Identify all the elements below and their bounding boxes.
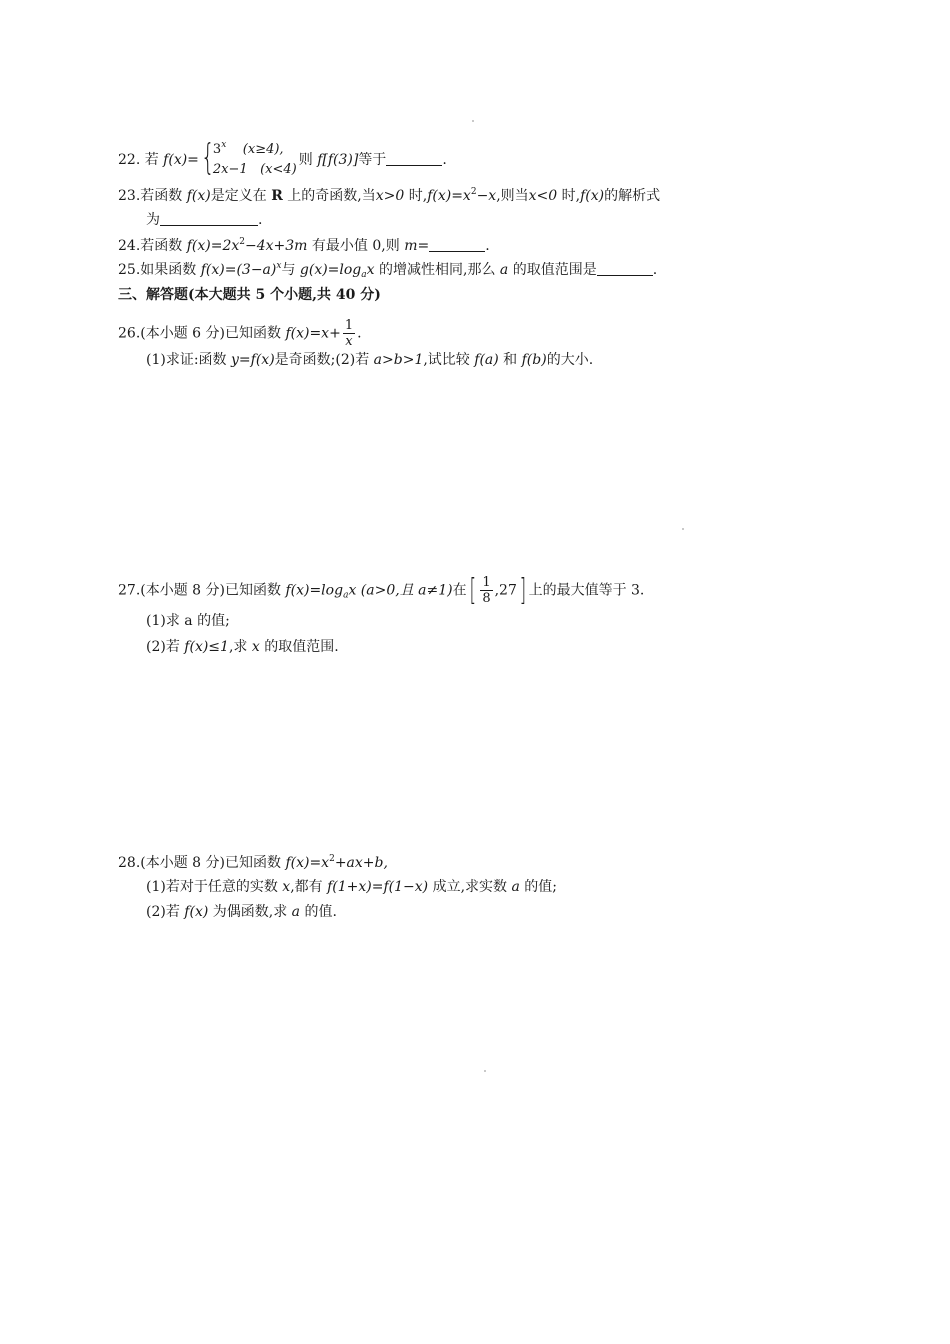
subscript: a	[361, 270, 367, 280]
expression: f(b)	[521, 352, 547, 368]
exponent: x	[221, 140, 227, 150]
condition: (a>0,且 a≠1)	[360, 582, 453, 599]
scan-speck	[472, 120, 474, 122]
expression: y=f(x)	[231, 352, 275, 368]
expression: f(x)≤1	[184, 639, 229, 655]
expression: f(x)	[184, 904, 209, 920]
text: 上的最大值等于 3.	[528, 582, 645, 599]
text: ,则当	[496, 188, 529, 204]
text: 有最小值	[311, 238, 368, 254]
question-22	[118, 137, 447, 180]
question-number: 26.	[118, 325, 141, 342]
expression: x	[366, 262, 375, 278]
real-set-symbol: R	[271, 188, 283, 204]
text: 的大小.	[546, 352, 594, 368]
text: .	[258, 212, 263, 228]
text: 若函数	[140, 188, 183, 204]
expression: f(1+x)=f(1−x)	[327, 879, 429, 895]
text: .	[442, 152, 447, 168]
question-number: 23.	[118, 188, 141, 204]
part-label: (2)若	[146, 904, 180, 920]
expression: f(x)=x	[427, 188, 471, 204]
text: 等于	[358, 152, 387, 168]
expression: f(x)=log	[285, 582, 344, 599]
text: .	[652, 262, 658, 278]
text: 和	[503, 352, 518, 368]
question-26	[118, 318, 362, 349]
section-heading: 三、解答题(本大题共 5 个小题,共 40 分)	[118, 287, 381, 303]
text: ,则	[381, 238, 400, 254]
piecewise-function	[200, 137, 297, 180]
expression: x	[282, 879, 291, 895]
part-label: (1)若对于任意的实数	[146, 879, 278, 895]
score-label: (本小题 6 分)	[140, 325, 225, 342]
fraction	[343, 318, 355, 349]
text: 已知函数	[225, 855, 281, 871]
scan-speck	[682, 528, 684, 530]
expression: x<0	[528, 188, 558, 204]
piece-row-1	[213, 140, 297, 160]
denominator: x	[345, 334, 353, 349]
text: 的增减性相同,那么	[379, 262, 496, 278]
text: 成立,求实数	[432, 879, 508, 895]
text: 时,	[561, 188, 581, 204]
interval-upper: ,27	[494, 582, 517, 599]
question-23	[118, 186, 660, 206]
expression: x	[348, 582, 357, 599]
left-bracket-icon: [	[469, 572, 476, 608]
numerator: 1	[482, 575, 491, 590]
text: ,都有	[290, 879, 323, 895]
answer-blank[interactable]	[386, 151, 442, 166]
text: 的值.	[304, 904, 337, 920]
question-23-line2	[146, 210, 262, 230]
right-bracket-icon: ]	[519, 572, 526, 608]
question-28-part2	[146, 902, 337, 922]
question-number: 22.	[118, 152, 141, 168]
text: 若	[144, 152, 159, 168]
text: 如果函数	[140, 262, 197, 278]
part-label: (2)若	[146, 639, 180, 655]
expression: f(x)	[580, 188, 605, 204]
text: 则	[298, 152, 313, 168]
expression: f(x)	[186, 188, 211, 204]
expression: x	[251, 639, 260, 655]
fraction	[480, 575, 492, 606]
piece-expr: 2x−1	[212, 162, 248, 177]
denominator: 8	[482, 591, 491, 606]
text: 为偶函数,求	[212, 904, 288, 920]
score-label: (本小题 8 分)	[140, 855, 225, 871]
scan-speck	[484, 1070, 486, 1072]
piece-condition: (x<4)	[260, 162, 297, 177]
answer-blank[interactable]	[160, 211, 258, 226]
exponent: 2	[470, 187, 477, 197]
text: 的值;	[524, 879, 558, 895]
question-25	[118, 260, 657, 280]
question-24	[118, 236, 490, 256]
expression: +ax+b,	[334, 855, 388, 871]
function-name: f(x)=	[163, 152, 199, 168]
expression: −4x+3m	[245, 238, 308, 254]
text: 已知函数	[225, 582, 281, 599]
answer-blank[interactable]	[429, 237, 485, 252]
expression: x>0	[375, 188, 405, 204]
expression: a>b>1	[373, 352, 424, 368]
expression: f[f(3)]	[317, 152, 359, 168]
text: 上的奇函数,当	[287, 188, 376, 204]
score-label: (本小题 8 分)	[140, 582, 225, 599]
expression: f(x)=x	[285, 855, 330, 871]
text: 已知函数	[225, 325, 281, 342]
text: 若函数	[140, 238, 183, 254]
text: .	[357, 325, 362, 342]
question-26-parts	[146, 350, 593, 370]
expression: f(x)=2x	[186, 238, 240, 254]
question-number: 27.	[118, 582, 141, 599]
expression: a	[291, 904, 301, 920]
number: 0	[372, 238, 382, 254]
expression: −x	[476, 188, 497, 204]
expression: f(x)=x+	[285, 325, 341, 342]
subscript: a	[343, 590, 349, 601]
text: 的解析式	[604, 188, 661, 204]
text: 为	[146, 212, 160, 228]
question-27-part1: (1)求 a 的值;	[146, 613, 230, 629]
text: 时,	[408, 188, 428, 204]
text: 的取值范围是	[512, 262, 597, 278]
text: ,试比较	[423, 352, 470, 368]
text: 在	[452, 582, 467, 599]
question-27-part2	[146, 637, 339, 657]
expression: a	[499, 262, 509, 278]
text: ,求	[228, 639, 248, 655]
numerator: 1	[344, 318, 354, 333]
question-28	[118, 853, 388, 873]
expression: g(x)=log	[299, 262, 362, 278]
exponent: x	[276, 261, 282, 271]
question-28-part1	[146, 877, 557, 897]
question-27	[118, 572, 645, 608]
piece-condition: (x≥4),	[242, 142, 284, 157]
exponent: 2	[239, 237, 245, 247]
left-brace: {	[200, 137, 215, 178]
exponent: 2	[329, 854, 335, 864]
text: 是奇函数;	[274, 352, 336, 368]
question-number: 24.	[118, 238, 141, 254]
text: 的取值范围.	[264, 639, 339, 655]
text: 是定义在	[210, 188, 267, 204]
text: .	[485, 238, 490, 254]
expression: a	[511, 879, 520, 895]
piece-expr: 3	[212, 142, 222, 157]
piece-row-2	[213, 160, 297, 180]
text: 与	[281, 262, 296, 278]
expression: m=	[404, 238, 430, 254]
answer-blank[interactable]	[597, 261, 653, 276]
part-label: (1)求证:函数	[146, 352, 227, 368]
expression: f(a)	[474, 352, 499, 368]
question-number: 25.	[118, 262, 141, 278]
question-number: 28.	[118, 855, 141, 871]
part-label: (2)若	[335, 352, 370, 368]
expression: f(x)=(3−a)	[200, 262, 277, 278]
